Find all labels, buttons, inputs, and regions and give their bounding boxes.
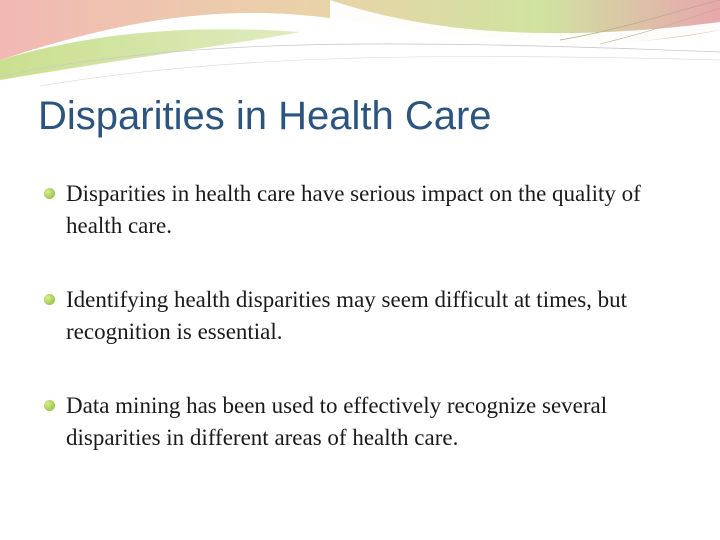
bullet-dot-icon [44,400,55,411]
bullet-list [44,178,684,496]
header-wave-line-2 [40,56,720,86]
bullet-item [44,284,684,348]
bullet-text: Data mining has been used to effectively recognize several disparities in different areas of health care. [66,393,608,450]
bullet-item [44,390,684,454]
bullet-text: Disparities in health care have serious impact on the quality of health care. [66,181,641,238]
bullet-text: Identifying health disparities may seem difficult at times, but recognition is essential. [66,287,628,344]
bullet-dot-icon [44,294,55,305]
header-wave-decoration [0,0,720,90]
slide-title: Disparities in Health Care [38,94,492,138]
bullet-dot-icon [44,188,55,199]
bullet-item [44,178,684,242]
